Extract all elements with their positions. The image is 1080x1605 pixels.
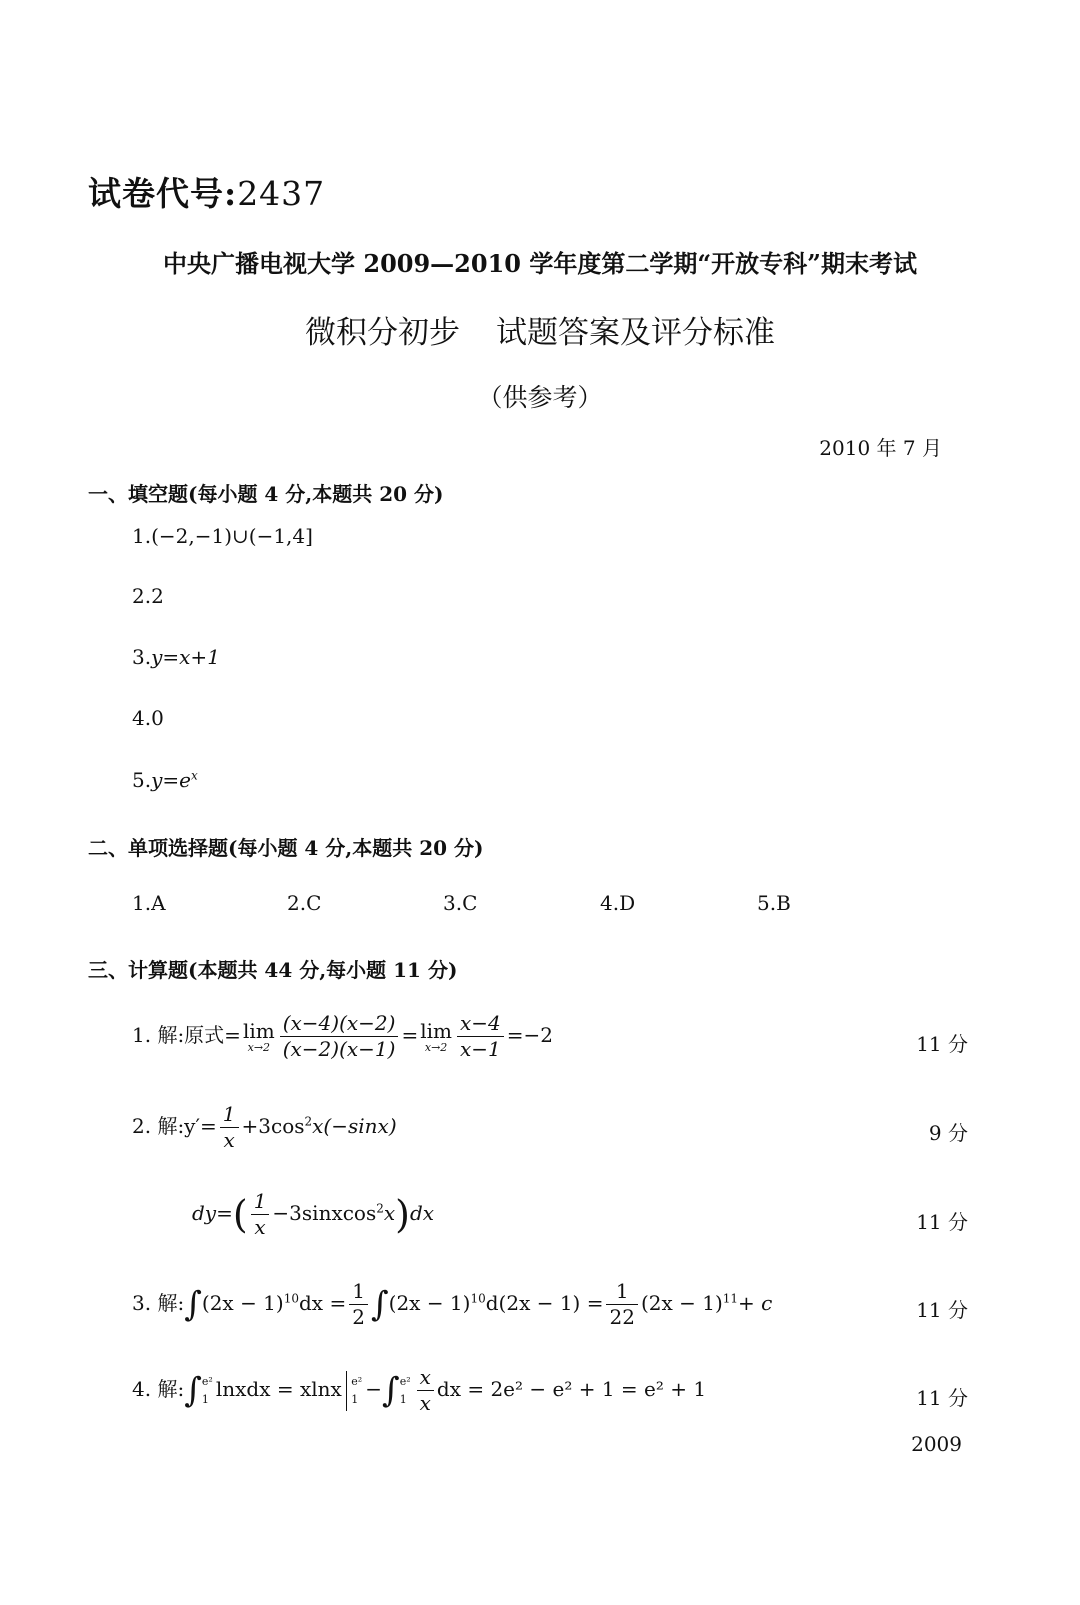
paper-code xyxy=(88,168,325,215)
section1-heading: 一、填空题(每小题 4 分,本题共 20 分) xyxy=(88,482,444,506)
s1-answer-3 xyxy=(132,645,220,669)
s3-q2-dy: dy= xyxy=(192,1201,233,1225)
s2-answer-3: 3.C xyxy=(443,891,478,915)
s3-q4-fraction: $\frac{x}{x}$ xyxy=(417,1366,434,1415)
s1-answer-2: 2.2 xyxy=(132,584,164,608)
s1-answer-5-sup: x xyxy=(191,768,198,783)
page-number: 2009 xyxy=(911,1432,962,1456)
s1-answer-5 xyxy=(132,768,198,792)
s1-answer-4: 4.0 xyxy=(132,706,164,730)
section3-heading: 三、计算题(本题共 44 分,每小题 11 分) xyxy=(88,958,458,982)
reference-note: （供参考） xyxy=(477,383,603,412)
s3-q1-result: =−2 xyxy=(506,1023,553,1047)
s3-q3-fraction-2: $\frac{1}{22}$ xyxy=(606,1280,637,1329)
s1-answer-5-num: 5. xyxy=(132,768,152,792)
s3-q4-label: 4. 解: xyxy=(132,1377,185,1401)
s3-q1-label: 1. 解:原式= xyxy=(132,1023,241,1047)
document-title xyxy=(0,307,1080,352)
section2-heading: 二、单项选择题(每小题 4 分,本题共 20 分) xyxy=(88,836,484,860)
s3-q3-fraction-1: $\frac{1}{2}$ xyxy=(349,1280,368,1329)
s3-q3: 3. 解:∫(2x − 1)$^{10}$dx = $\frac{1}{2}$ $\int(2x - 1)^{10}d(2x - 1)$ = $\frac{1}{22}$ $(2x - 1)^{11}+ c$ xyxy=(132,1279,773,1329)
s3-q3-label: 3. 解: xyxy=(132,1291,185,1315)
s1-answer-1: 1.(−2,−1)∪(−1,4] xyxy=(132,524,313,548)
exam-date: 2010 年 7 月 xyxy=(819,436,942,460)
s3-q1-fraction-1: $\frac{(x-4)(x-2)}{(x-2)(x-1)}$ xyxy=(280,1012,399,1061)
course-name: 微积分初步 xyxy=(305,315,460,351)
s2-answer-5: 5.B xyxy=(757,891,791,915)
s1-answer-5-expr: y=e xyxy=(151,768,191,792)
s3-q3-score: 11 分 xyxy=(916,1298,968,1322)
paper-code-number: 2437 xyxy=(237,174,326,213)
s3-q1 xyxy=(132,1012,553,1061)
s3-q2-rest2: x(−sinx) xyxy=(312,1114,397,1138)
s3-q2-score-2: 11 分 xyxy=(916,1210,968,1234)
s3-q2-line2-fraction: $\frac{1}{x}$ xyxy=(251,1190,270,1239)
school-line: 中央广播电视大学 2009—2010 学年度第二学期“开放专科”期末考试 xyxy=(163,249,917,278)
s3-q4: 4. 解:∫ e² 1 lnxdx = xlnx e² 1 −∫ e² 1 $\frac{x}{x}$ dx = 2e² − e² + 1 = e² + 1 xyxy=(132,1365,707,1415)
s3-q2-label: 2. 解:y′= xyxy=(132,1114,217,1138)
s1-answer-3-num: 3. xyxy=(132,645,152,669)
paper-code-label: 试卷代号: xyxy=(88,174,238,213)
s3-q4-score: 11 分 xyxy=(916,1386,968,1410)
s3-q1-lim: lim x→2 xyxy=(242,1019,275,1054)
s3-q1-eq: = xyxy=(401,1023,419,1047)
s2-answer-4: 4.D xyxy=(600,891,636,915)
s2-answer-1: 1.A xyxy=(132,891,166,915)
document-name: 试题答案及评分标准 xyxy=(496,315,775,351)
s1-answer-3-expr: y=x+1 xyxy=(151,645,220,669)
s3-q2-score: 9 分 xyxy=(928,1121,968,1145)
s3-q1-fraction-2: $\frac{x-4}{x-1}$ xyxy=(457,1012,504,1061)
s3-q2: 2. 解:y′= $\frac{1}{x}$ $+3\cos^2x(-\sin x)$ xyxy=(132,1102,397,1152)
s3-q2-rest: +3cos xyxy=(241,1114,305,1138)
s3-q2-line2: dy=( $\frac{1}{x}$ −3sinxcos$^2$x)dx xyxy=(192,1189,435,1239)
s3-q1-score: 11 分 xyxy=(916,1032,968,1056)
s3-q1-lim-2: lim x→2 xyxy=(420,1019,452,1054)
s3-q2-fraction: $\frac{1}{x}$ xyxy=(220,1103,239,1152)
s2-answer-2: 2.C xyxy=(287,891,322,915)
